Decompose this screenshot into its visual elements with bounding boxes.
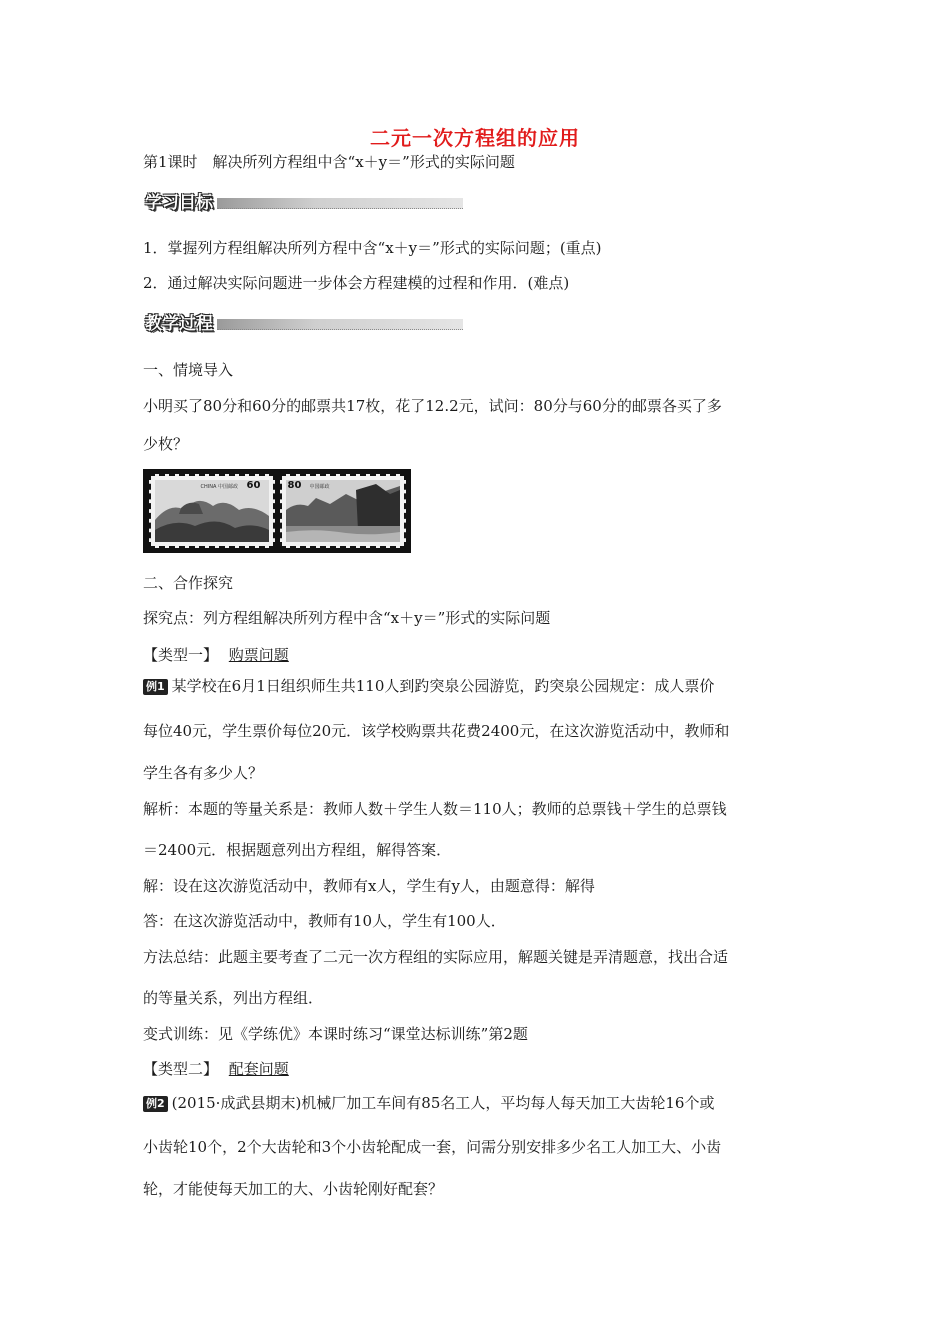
method-line: 方法总结：此题主要考查了二元一次方程组的实际应用，解题关键是弄清题意，找出合适 [143, 948, 729, 966]
lesson-subtitle: 第1课时 解决所列方程组中含“x＋y＝”形式的实际问题 [143, 153, 515, 171]
example-line: 轮，才能使每天加工的大、小齿轮刚好配套？ [143, 1180, 444, 1198]
type-heading [143, 1059, 289, 1079]
type-prefix: 【类型一】 [143, 646, 219, 664]
stamps-image [143, 469, 411, 553]
example-text: (2015·成武县期末)机械厂加工车间有85名工人，平均每人每天加工大齿轮16个或 [171, 1094, 715, 1112]
solution-line: 解：设在这次游览活动中，教师有x人，学生有y人，由题意得：解得 [143, 877, 595, 895]
example-line [143, 1093, 714, 1113]
goal-item: 2．通过解决实际问题进一步体会方程建模的过程和作用．(难点) [143, 274, 570, 292]
type-name: 购票问题 [228, 646, 289, 664]
section-banner-process [143, 309, 463, 333]
stamp-country-text: CHINA 中国邮政 [200, 484, 238, 490]
page-title: 二元一次方程组的应用 [370, 126, 580, 150]
stamp-value: 60 [246, 480, 261, 491]
example-line: 小齿轮10个，2个大齿轮和3个小齿轮配成一套，问需分别安排多少名工人加工大、小齿 [143, 1138, 722, 1156]
paragraph-line: 小明买了80分和60分的邮票共17枚，花了12.2元，试问：80分与60分的邮票各买了多 [143, 397, 722, 415]
banner-bar [217, 198, 463, 209]
part-heading: 二、合作探究 [143, 574, 234, 592]
example-line: 学生各有多少人？ [143, 764, 264, 782]
part-heading: 一、情境导入 [143, 361, 234, 379]
example-badge: 例2 [143, 1096, 168, 1112]
stamp-80 [280, 474, 406, 548]
goal-item: 1．掌握列方程组解决所列方程中含“x＋y＝”形式的实际问题；(重点) [143, 239, 602, 257]
example-text: 某学校在6月1日组织师生共110人到趵突泉公园游览，趵突泉公园规定：成人票价 [171, 677, 715, 695]
analysis-line: 解析：本题的等量关系是：教师人数＋学生人数＝110人；教师的总票钱＋学生的总票钱 [143, 800, 727, 818]
stamp-mountain-illustration [286, 480, 400, 542]
stamp-country-text: 中国邮政 [309, 484, 330, 490]
section-banner-label: 学习目标 [145, 192, 213, 213]
paragraph-line: 少枚？ [143, 435, 189, 453]
answer-line: 答：在这次游览活动中，教师有10人，学生有100人． [143, 912, 506, 930]
example-line [143, 676, 714, 696]
example-line: 每位40元，学生票价每位20元．该学校购票共花费2400元，在这次游览活动中，教师和 [143, 722, 730, 740]
stamp-60 [149, 474, 275, 548]
type-prefix: 【类型二】 [143, 1060, 219, 1078]
explore-point: 探究点：列方程组解决所列方程中含“x＋y＝”形式的实际问题 [143, 609, 551, 627]
analysis-line: ＝2400元．根据题意列出方程组，解得答案． [143, 841, 452, 859]
section-banner-label: 教学过程 [145, 313, 213, 334]
variant-line: 变式训练：见《学练优》本课时练习“课堂达标训练”第2题 [143, 1025, 528, 1043]
banner-bar [217, 319, 463, 330]
example-badge: 例1 [143, 679, 168, 695]
type-name: 配套问题 [228, 1060, 289, 1078]
stamp-value: 80 [287, 480, 302, 491]
section-banner-goals [143, 188, 463, 212]
type-heading [143, 645, 289, 665]
method-line: 的等量关系，列出方程组． [143, 989, 324, 1007]
